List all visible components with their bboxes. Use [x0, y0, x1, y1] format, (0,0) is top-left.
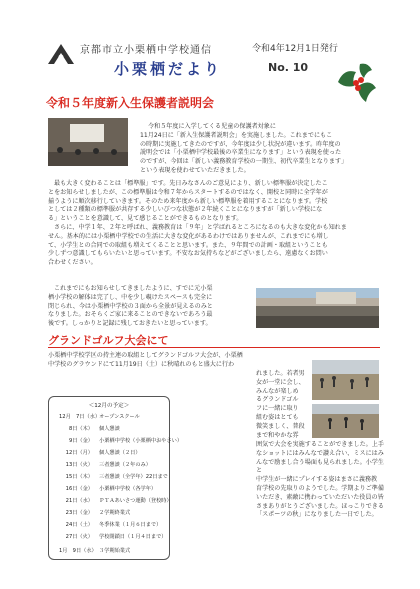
text-line: 栖小学校の解体は完了し、中を少し覗けたスペースも完全に — [48, 293, 213, 301]
text-line: とをお知らせしましたが、この標準服は令和７年からスタートするのではなく、開校と同時に全学年が — [48, 188, 328, 196]
text-line: 女が一堂に会し、 — [256, 378, 305, 386]
text-line: 育学校の先取りのようでした。学期よりご準備 — [256, 484, 384, 492]
december-schedule — [48, 396, 183, 560]
school-grounds-photo — [256, 288, 379, 328]
text-line: という表現を使わせていただきました。 — [140, 166, 250, 174]
schedule-row — [59, 413, 140, 420]
text-line: せん。基本的には小栗栖中学校での生活に大きな変化があるわけではありませんが、これまでにも増し — [48, 232, 329, 240]
schedule-row — [59, 497, 172, 504]
text-line: フに一緒に取り — [256, 405, 299, 413]
text-line: 合わせください。 — [48, 259, 97, 267]
text-line: んなで励まし合う場面も見られました。小学生と — [256, 458, 384, 475]
schedule-event: 個人懇談（２日） — [99, 450, 141, 456]
text-line: 11月24日に「新入生保護者説明会」を実施しました。これまでにもこ — [140, 131, 333, 139]
text-line: 「スポーツの秋」になりました一日でした。 — [256, 511, 378, 519]
golf-tournament-photo — [312, 360, 379, 400]
schedule-row — [59, 449, 141, 456]
schedule-event: ３学期始業式 — [99, 548, 131, 554]
schedule-event: 小栗栖中学校（小栗栖中おやさい） — [99, 438, 183, 444]
text-line: 中学校のグラウンドにて11月19日（土）に秋晴れのもと盛大に行わ — [48, 360, 235, 368]
text-line: の時期に実施してきたのですが、今年度は少し状況が違います。昨年度の — [140, 140, 341, 148]
text-line: としては２種類の標準服が共存する少しいびつな状態が２年続くことになりますが「新しい学校にな — [48, 206, 323, 214]
text-line: るグランドゴル — [256, 396, 299, 404]
schedule-row — [59, 425, 120, 432]
schedule-date: 23日（金） — [65, 510, 93, 516]
text-line: 微笑ましく、普段 — [256, 422, 305, 430]
schedule-event: オープンスクール — [99, 414, 140, 420]
text-line: さらに、中学１年、２年と呼ばれ、義務教育は「９年」と学ばれるところになるのも大きな変化かも知れま — [54, 223, 347, 231]
divider — [48, 347, 380, 348]
schedule-date: 1月 9日（水） — [59, 548, 97, 554]
text-line: さまありがとうございました。ほっこりできる — [256, 502, 384, 510]
newsletter-title: 小栗栖だより — [114, 60, 223, 78]
schedule-row — [59, 509, 130, 516]
school-name: 京都市立小栗栖中学校通信 — [80, 45, 212, 56]
article1-heading: 令和５年度新入生保護者説明会 — [46, 96, 215, 110]
schedule-row — [59, 547, 130, 554]
schedule-event: ２学期終業式 — [99, 510, 131, 516]
article2-column-wide — [256, 441, 386, 520]
text-line: みんなが楽しめ — [256, 387, 299, 395]
schedule-event: ＰＴＡあいさつ運動（登校時） — [99, 498, 172, 504]
text-line: 令和５年度に入学してくる児童の保護者対象に — [148, 123, 276, 130]
text-line: 閉じられ、今は小栗栖中学校の３面から全景が見えるのみと — [48, 302, 213, 310]
schedule-date: 21日（水） — [65, 498, 93, 504]
text-line: 囲気で大会を実施することができました。上手 — [256, 441, 384, 448]
text-line: これまでにもお知らせしてきましたように、すでに元小栗 — [54, 285, 213, 292]
issue-date: 令和4年12月1日発行 — [252, 44, 338, 54]
text-line: 後です。しっかりと記録に残しておきたいと思っています。 — [48, 320, 212, 328]
text-line: なりました。おそらくご家に来ることのできないであろう最 — [48, 311, 213, 319]
schedule-row — [59, 533, 166, 540]
schedule-date: 13日（火） — [65, 462, 93, 468]
issue-number: No. 10 — [268, 61, 309, 74]
text-line: て、小学生との合同での取組も増えてくることと思います。また、９年間での計画・取組ということも — [48, 241, 328, 249]
schedule-date: 15日（木） — [65, 474, 93, 480]
schedule-event: 個人懇談 — [99, 426, 120, 432]
article1-intro — [140, 123, 380, 176]
text-line: 少しずつ意識してもらいたいと思っています。不安なお気持ちなどがございましたら、遠慮なくお問い — [48, 250, 328, 258]
text-line: れました。若者男 — [256, 370, 305, 377]
text-line: 中学生が一緒にプレイする姿はまさに義務教 — [256, 476, 378, 484]
schedule-date: 24日（土） — [65, 522, 93, 528]
schedule-date: 12日（月） — [65, 450, 93, 456]
schedule-row — [59, 473, 168, 480]
schedule-date: 12月 7日（水） — [59, 414, 101, 420]
text-line: のですが、今回は「新しい義務教育学校の一期生、初代卒業生となります」 — [140, 158, 348, 166]
schedule-row — [59, 485, 156, 492]
schedule-title: ＜12月の予定＞ — [88, 403, 130, 409]
schedule-date: 27日（火） — [65, 534, 93, 540]
schedule-event: 冬季休業（１月６日まで） — [99, 522, 162, 528]
holly-icon — [330, 58, 380, 108]
briefing-hall-photo — [48, 118, 128, 166]
text-line: いただき、素敵に携わっていただいた役員の皆 — [256, 493, 384, 501]
school-logo-icon — [46, 40, 76, 68]
schedule-row — [59, 461, 151, 468]
schedule-event: 三者懇談（２年のみ） — [99, 462, 151, 468]
schedule-event: 学校閉鎖日（１月４日まで） — [99, 534, 167, 540]
article1-body — [48, 180, 380, 268]
text-line: まで和やかな雰 — [256, 431, 299, 439]
article2-column-narrow — [256, 370, 312, 440]
golf-players-photo — [312, 404, 379, 438]
schedule-event: 三者懇談（全学年）22日まで — [99, 474, 168, 480]
text-line: なショットにはみんなで讃え合い、ミスにはみ — [256, 449, 384, 457]
schedule-event: 小栗栖中学校（各学年） — [99, 486, 157, 492]
text-line: 揃うように順次移行していきます。そのため来年度から新しい標準服を着用することになります。学校 — [48, 197, 328, 205]
schedule-row — [59, 521, 161, 528]
text-line: 最も大きく変わることは「標準服」です。先日みなさんのご意見により、新しい標準服が決定したこ — [54, 180, 328, 187]
text-line: 説明会では「小栗栖中学校最後の卒業生になります」という表現を使った — [140, 149, 342, 157]
text-line: る」ということを意識して、見て感じることができるものとなります。 — [48, 215, 243, 223]
schedule-row — [59, 437, 182, 444]
schedule-date: 9日（金） — [68, 438, 93, 444]
schedule-date: 8日（木） — [68, 426, 93, 432]
article2-heading: グランドゴルフ大会にて — [48, 334, 169, 347]
text-line: 小栗栖中学校学区の持主連の取組としてグランドゴルフ大会が、小栗栖 — [48, 352, 243, 359]
schedule-date: 16日（金） — [65, 486, 93, 492]
article1-demolition — [48, 285, 252, 329]
text-line: 組む姿はとても — [256, 413, 299, 421]
